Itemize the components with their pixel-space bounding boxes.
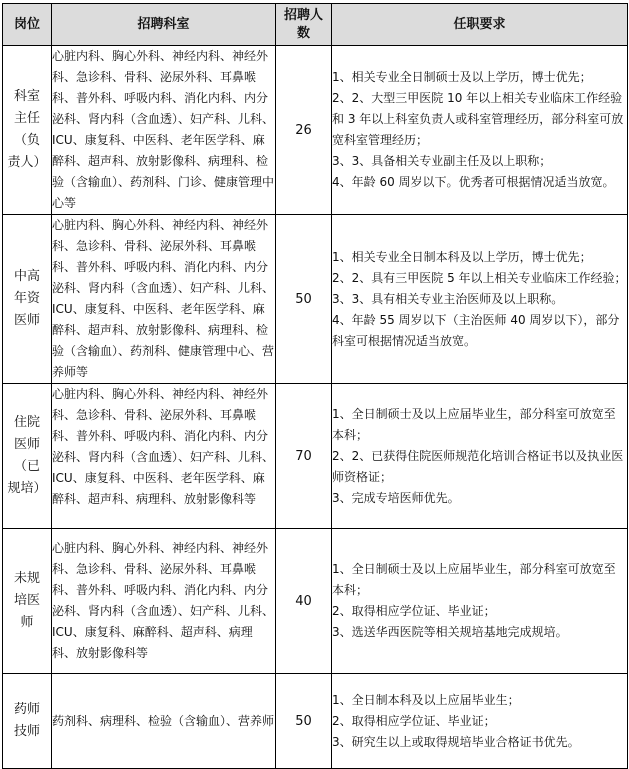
header-depts: 招聘科室 <box>52 4 276 46</box>
req-item: 1、相关专业全日制本科及以上学历，博士优先； <box>332 249 592 264</box>
post-cell <box>3 46 52 215</box>
req-item: 2、2、具有三甲医院 5 年以上相关专业临床工作经验； <box>332 270 627 285</box>
depts-cell: 心脏内科、胸心外科、神经内科、神经外科、急诊科、骨科、泌尿外科、耳鼻喉科、普外科、呼吸内科、消化内科、内分泌科、肾内科（含血透）、妇产科、儿科、ICU、康复科、中医科、老年医学科、麻醉科、超声科、病理科、放射影像科等 <box>52 384 276 529</box>
req-item: 3、3、具备相关专业副主任及以上职称； <box>332 154 552 168</box>
req-item: 3、完成专培医师优先。 <box>332 490 460 505</box>
header-post: 岗位 <box>3 4 52 46</box>
req-cell <box>332 674 628 769</box>
count-cell: 26 <box>276 46 332 215</box>
req-item: 1、全日制硕士及以上应届毕业生，部分科室可放宽至本科； <box>332 562 616 597</box>
table-row <box>3 384 628 529</box>
depts-cell: 心脏内科、胸心外科、神经内科、神经外科、急诊科、骨科、泌尿外科、耳鼻喉科、普外科、呼吸内科、消化内科、内分泌科、肾内科（含血透）、妇产科、儿科、ICU、康复科、中医科、老年医学科、麻醉科、超声科、放射影像科、病理科、检验（含输血）、药剂科、门诊、健康管理中心等 <box>52 46 276 215</box>
post-line: 年资 <box>13 291 40 306</box>
count-cell: 50 <box>276 674 332 769</box>
post-line: 师 <box>20 615 34 630</box>
req-cell <box>332 529 628 674</box>
post-line: 培医 <box>13 593 40 608</box>
table-row <box>3 46 628 215</box>
post-cell <box>3 215 52 384</box>
post-cell <box>3 674 52 769</box>
req-cell <box>332 215 628 384</box>
req-cell <box>332 46 628 215</box>
req-item: 1、相关专业全日制硕士及以上学历，博士优先； <box>332 70 592 84</box>
post-line: 医师 <box>13 313 40 328</box>
req-item: 4、年龄 60 周岁以下。优秀者可根据情况适当放宽。 <box>332 175 615 189</box>
post-cell <box>3 529 52 674</box>
req-item: 2、2、大型三甲医院 10 年以上相关专业临床工作经验和 3 年以上科室负责人或科室管理经历，部分科室可放宽科室管理经历； <box>332 91 624 147</box>
header-count-line1: 招聘人 <box>283 7 323 23</box>
post-line: 技师 <box>13 724 40 739</box>
req-item: 2、取得相应学位证、毕业证； <box>332 604 496 618</box>
req-item: 3、选送华西医院等相关规培基地完成规培。 <box>332 625 568 639</box>
post-line: 主任 <box>13 111 40 126</box>
table-row <box>3 529 628 674</box>
count-cell: 70 <box>276 384 332 529</box>
req-item: 2、2、已获得住院医师规范化培训合格证书以及执业医师资格证； <box>332 448 624 484</box>
req-item: 3、3、具有相关专业主治医师及以上职称。 <box>332 291 564 306</box>
table-row <box>3 215 628 384</box>
header-count <box>276 4 332 46</box>
depts-cell: 药剂科、病理科、检验（含输血）、营养师 <box>52 674 276 769</box>
post-line: 住院 <box>13 415 40 430</box>
post-line: 医师 <box>13 437 40 452</box>
post-cell <box>3 384 52 529</box>
depts-cell: 心脏内科、胸心外科、神经内科、神经外科、急诊科、骨科、泌尿外科、耳鼻喉科、普外科、呼吸内科、消化内科、内分泌科、肾内科（含血透）、妇产科、儿科、ICU、康复科、麻醉科、超声科、病理科、放射影像科等 <box>52 529 276 674</box>
count-cell: 50 <box>276 215 332 384</box>
req-cell <box>332 384 628 529</box>
post-line: 未规 <box>13 571 40 586</box>
header-req: 任职要求 <box>332 4 628 46</box>
header-row <box>3 4 628 46</box>
post-line: （已 <box>13 459 40 474</box>
post-line: （负 <box>13 133 40 148</box>
recruitment-table <box>2 3 628 769</box>
post-line: 中高 <box>13 269 40 284</box>
table-row <box>3 674 628 769</box>
req-item: 2、取得相应学位证、毕业证； <box>332 713 496 728</box>
depts-cell: 心脏内科、胸心外科、神经内科、神经外科、急诊科、骨科、泌尿外科、耳鼻喉科、普外科、呼吸内科、消化内科、内分泌科、肾内科（含血透）、妇产科、儿科、ICU、康复科、中医科、老年医学科、麻醉科、超声科、放射影像科、病理科、检验（含输血）、药剂科、健康管理中心、营养师等 <box>52 215 276 384</box>
req-item: 1、全日制硕士及以上应届毕业生，部分科室可放宽至本科； <box>332 406 616 442</box>
post-line: 规培） <box>7 481 47 496</box>
count-cell: 40 <box>276 529 332 674</box>
req-item: 3、研究生以上或取得规培毕业合格证书优先。 <box>332 734 580 749</box>
header-count-line2: 数 <box>296 25 310 41</box>
req-item: 1、全日制本科及以上应届毕业生； <box>332 692 520 707</box>
post-line: 科室 <box>13 89 40 104</box>
post-line: 药师 <box>13 702 40 717</box>
post-line: 责人） <box>7 155 47 170</box>
req-item: 4、年龄 55 周岁以下（主治医师 40 周岁以下），部分科室可根据情况适当放宽。 <box>332 312 620 348</box>
